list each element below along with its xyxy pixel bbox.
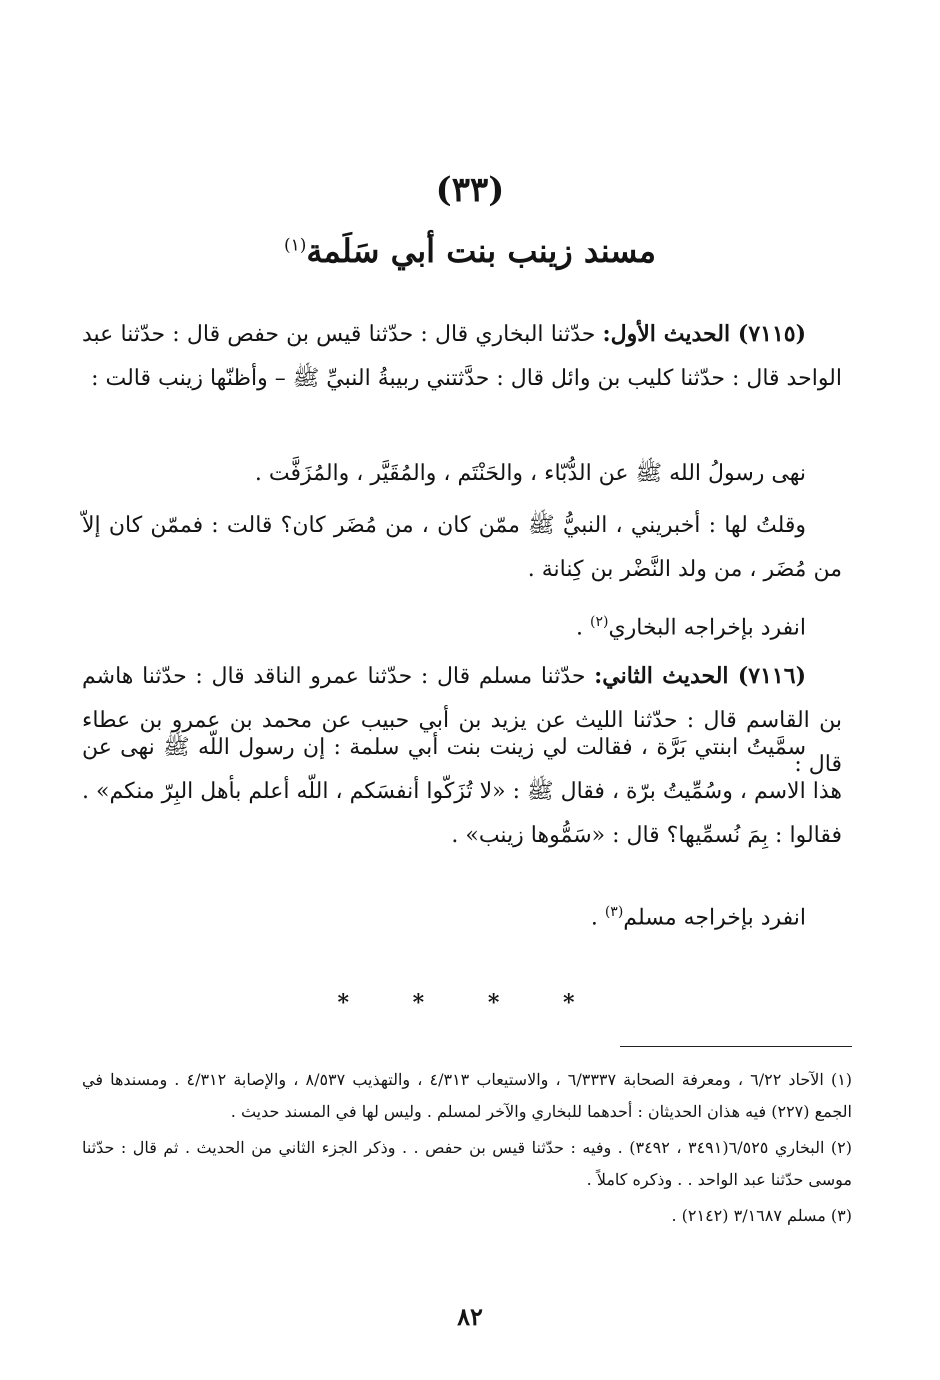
footnote-2: (٢) البخاري ٦/٥٢٥(٣٤٩١ ، ٣٤٩٢) . وفيه : حدّثنا قيس بن حفص . . وذكر الجزء الثاني من الحديث . ثم قال : حدّثنا موسى حدّثنا عبد الواحد . . وذكره كاملاً .: [82, 1138, 853, 1189]
hadith-2-text: حدّثنا مسلم قال : حدّثنا عمرو الناقد قال : حدّثنا هاشم بن القاسم قال : حدّثنا الليث عن يزيد بن أبي حبيب عن محمد بن عمرو بن عطاء قال :: [82, 664, 842, 777]
page-number: ٨٢: [457, 1302, 483, 1331]
musnad-title: [0, 232, 940, 270]
hadith-1-matn-2: وقلتُ لها : أخبريني ، النبيُّ ﷺ ممّن كان ، من مُضَر كان؟ قالت : فممّن كان إلاّ من مُضَر ، من ولد النَّضْر بن كِنانة .: [82, 513, 842, 582]
hadith-2-takhrij: [82, 890, 842, 940]
hadith-2-takhrij-text: انفرد بإخراجه مسلم: [623, 905, 806, 931]
hadith-1-isnad: [82, 312, 842, 401]
hadith-1-takhrij: [82, 600, 842, 650]
hadith-2-matn: سمَّيتُ ابنتي بَرَّة ، فقالت لي زينت بنت أبي سلمة : إن رسول اللّه ﷺ نهى عن هذا الاسم ، وسُمِّيتُ برّة ، فقال ﷺ : «لا تُزَكّوا أنفسَكم ، اللّه أعلم بأهل البِرّ منكم» . فقالوا : بِمَ نُسمِّيها؟ قال : «سَمُّوها زينب» .: [82, 735, 842, 848]
hadith-1-matn-1: نهى رسولُ الله ﷺ عن الدُّبّاء ، والحَنْتَم ، والمُقَيَّر ، والمُزَفَّت .: [254, 461, 806, 486]
hadith-2-label: (٧١١٦) الحديث الثاني:: [594, 663, 806, 689]
hadith-1-takhrij-end: .: [575, 615, 590, 641]
hadith-1-takhrij-text: انفرد بإخراجه البخاري: [608, 615, 806, 641]
footnote-1: (١) الآحاد ٦/٢٢ ، ومعرفة الصحابة ٦/٣٣٣٧ ، والاستيعاب ٤/٣١٣ ، والتهذيب ٨/٥٣٧ ، والإصابة ٤/٣١٢ . ومسندها في الجمع (٢٢٧) فيه هذان الحديثان : أحدهما للبخاري والآخر لمسلم . وليس لها في المسند حديث .: [82, 1070, 853, 1121]
footnote-divider: [620, 1046, 852, 1047]
section-separator: * * * *: [337, 990, 603, 1016]
hadith-1-text: حدّثنا البخاري قال : حدّثنا قيس بن حفص قال : حدّثنا عبد الواحد قال : حدّثنا كليب بن وائل قال : حدَّثتني ربيبةُ النبيِّ ﷺ – وأظنّها زينب قالت :: [82, 322, 842, 391]
footnote-3: (٣) مسلم ٣/١٦٨٧ (٢١٤٢) .: [671, 1206, 852, 1225]
footnote-ref-3: (٣): [604, 904, 624, 920]
hadith-2-takhrij-end: .: [590, 905, 605, 931]
chapter-number: (٣٣): [435, 170, 505, 210]
footnote-ref-1: (١): [283, 235, 307, 256]
footnote-ref-2: (٢): [589, 614, 609, 630]
footnotes: [82, 1064, 852, 1236]
musnad-title-text: مسند زينب بنت أبي سَلَمة: [306, 232, 657, 270]
hadith-1-label: (٧١١٥) الحديث الأول:: [602, 321, 807, 347]
